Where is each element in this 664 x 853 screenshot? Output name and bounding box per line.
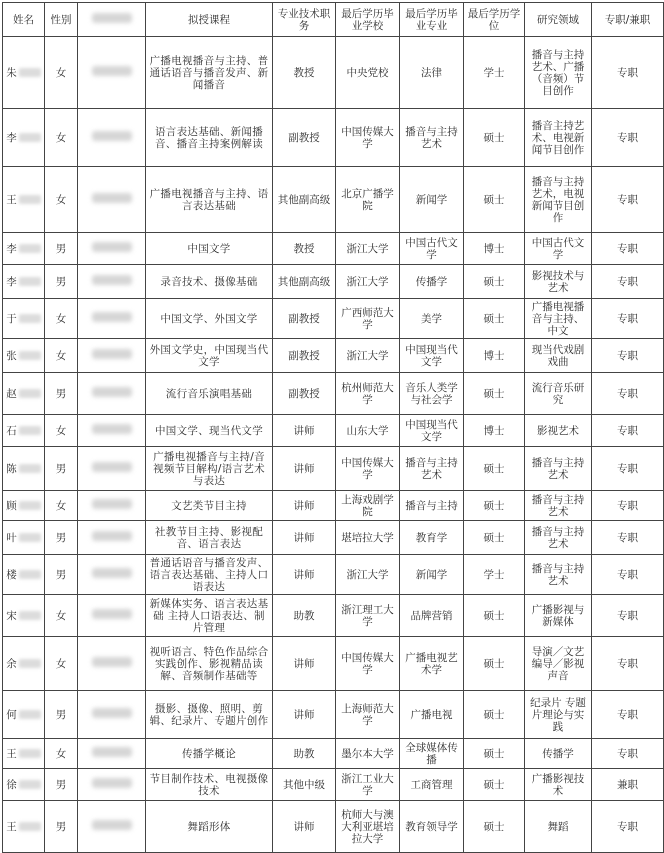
cell-school: 中国传媒大学 (336, 447, 400, 491)
cell-redacted (78, 521, 146, 555)
cell-name: 徐 (3, 769, 45, 801)
cell-major: 播音与主持艺术 (400, 447, 464, 491)
cell-redacted (78, 801, 146, 853)
table-row (3, 555, 664, 595)
cell-degree: 硕士 (464, 491, 525, 521)
cell-redacted (78, 637, 146, 691)
cell-title: 讲师 (273, 691, 336, 739)
cell-major: 传播学 (400, 265, 464, 299)
cell-gender: 女 (45, 167, 78, 233)
cell-major: 教育领导学 (400, 801, 464, 853)
table-row (3, 521, 664, 555)
cell-name: 李 (3, 109, 45, 167)
cell-redacted (78, 299, 146, 339)
cell-redacted (78, 415, 146, 447)
cell-major: 教育学 (400, 521, 464, 555)
cell-research: 传播学 (525, 739, 592, 769)
cell-major: 音乐人类学与社会学 (400, 373, 464, 415)
cell-title: 教授 (273, 233, 336, 265)
cell-degree: 硕士 (464, 769, 525, 801)
cell-title: 讲师 (273, 447, 336, 491)
cell-name: 王 (3, 739, 45, 769)
cell-school: 浙江大学 (336, 233, 400, 265)
cell-gender: 男 (45, 555, 78, 595)
cell-name: 宋 (3, 595, 45, 637)
cell-gender: 女 (45, 339, 78, 373)
cell-name: 何 (3, 691, 45, 739)
header-course: 拟授课程 (146, 3, 273, 37)
cell-course: 广播电视播音与主持、普通话语音与播音发声、新闻播音 (146, 37, 273, 109)
cell-title: 教授 (273, 37, 336, 109)
cell-course: 外国文学史，中国现当代文学 (146, 339, 273, 373)
cell-type: 专职 (592, 415, 664, 447)
table-row (3, 339, 664, 373)
cell-title: 其他副高级 (273, 265, 336, 299)
cell-course: 普通话语音与播音发声、语言表达基础、主持人口语表达 (146, 555, 273, 595)
cell-degree: 学士 (464, 555, 525, 595)
cell-research: 播音主持艺术、电视新闻节目创作 (525, 109, 592, 167)
cell-gender: 男 (45, 691, 78, 739)
cell-title: 助教 (273, 739, 336, 769)
cell-major: 品牌营销 (400, 595, 464, 637)
cell-redacted (78, 595, 146, 637)
cell-research: 播音与主持艺术 (525, 491, 592, 521)
cell-degree: 硕士 (464, 691, 525, 739)
cell-degree: 硕士 (464, 265, 525, 299)
cell-name: 朱 (3, 37, 45, 109)
table-row (3, 373, 664, 415)
cell-name: 王 (3, 801, 45, 853)
cell-gender: 男 (45, 769, 78, 801)
cell-school: 中国传媒大学 (336, 637, 400, 691)
cell-research: 播音与主持艺术 (525, 555, 592, 595)
cell-school: 北京广播学院 (336, 167, 400, 233)
cell-major: 新闻学 (400, 555, 464, 595)
cell-name: 楼 (3, 555, 45, 595)
cell-research: 现当代戏剧戏曲 (525, 339, 592, 373)
cell-major: 新闻学 (400, 167, 464, 233)
table-row (3, 739, 664, 769)
cell-gender: 男 (45, 233, 78, 265)
cell-redacted (78, 233, 146, 265)
cell-title: 讲师 (273, 415, 336, 447)
cell-type: 专职 (592, 37, 664, 109)
cell-course: 广播电视播音与主持、语言表达基础 (146, 167, 273, 233)
cell-school: 广西师范大学 (336, 299, 400, 339)
cell-degree: 硕士 (464, 595, 525, 637)
cell-gender: 女 (45, 491, 78, 521)
cell-research: 流行音乐研究 (525, 373, 592, 415)
cell-name: 李 (3, 233, 45, 265)
cell-title: 讲师 (273, 521, 336, 555)
cell-major: 广播电视 (400, 691, 464, 739)
cell-school: 中国传媒大学 (336, 109, 400, 167)
table-row (3, 691, 664, 739)
cell-redacted (78, 37, 146, 109)
cell-major: 广播电视艺术学 (400, 637, 464, 691)
cell-research: 影视艺术 (525, 415, 592, 447)
cell-degree: 硕士 (464, 109, 525, 167)
cell-course: 摄影、摄像、照明、剪辑、纪录片、专题片创作 (146, 691, 273, 739)
cell-name: 陈 (3, 447, 45, 491)
cell-title: 其他副高级 (273, 167, 336, 233)
cell-gender: 男 (45, 265, 78, 299)
cell-title: 讲师 (273, 491, 336, 521)
cell-course: 中国文学、现当代文学 (146, 415, 273, 447)
cell-name: 顾 (3, 491, 45, 521)
cell-degree: 硕士 (464, 373, 525, 415)
cell-type: 专职 (592, 373, 664, 415)
cell-major: 播音与主持 (400, 491, 464, 521)
cell-redacted (78, 739, 146, 769)
cell-title: 其他中级 (273, 769, 336, 801)
cell-redacted (78, 339, 146, 373)
cell-course: 社教节目主持、影视配音、语言表达 (146, 521, 273, 555)
cell-major: 工商管理 (400, 769, 464, 801)
cell-research: 纪录片 专题片理论与实践 (525, 691, 592, 739)
cell-degree: 硕士 (464, 739, 525, 769)
cell-name: 叶 (3, 521, 45, 555)
cell-degree: 硕士 (464, 167, 525, 233)
cell-school: 杭州师范大学 (336, 373, 400, 415)
cell-redacted (78, 373, 146, 415)
table-row (3, 637, 664, 691)
cell-course: 流行音乐演唱基础 (146, 373, 273, 415)
redacted-header (92, 13, 132, 23)
cell-course: 传播学概论 (146, 739, 273, 769)
cell-gender: 女 (45, 637, 78, 691)
cell-research: 广播影视与新媒体 (525, 595, 592, 637)
cell-major: 播音与主持艺术 (400, 109, 464, 167)
cell-gender: 女 (45, 739, 78, 769)
cell-course: 录音技术、摄像基础 (146, 265, 273, 299)
cell-redacted (78, 691, 146, 739)
cell-type: 专职 (592, 691, 664, 739)
cell-redacted (78, 447, 146, 491)
cell-school: 浙江工业大学 (336, 769, 400, 801)
cell-degree: 硕士 (464, 801, 525, 853)
cell-redacted (78, 555, 146, 595)
cell-major: 中国古代文学 (400, 233, 464, 265)
header-name: 姓名 (3, 3, 45, 37)
cell-research: 舞蹈 (525, 801, 592, 853)
table-row (3, 109, 664, 167)
cell-course: 中国文学、外国文学 (146, 299, 273, 339)
cell-title: 副教授 (273, 299, 336, 339)
cell-degree: 学士 (464, 37, 525, 109)
cell-redacted (78, 769, 146, 801)
cell-type: 专职 (592, 109, 664, 167)
cell-type: 专职 (592, 491, 664, 521)
cell-degree: 博士 (464, 415, 525, 447)
cell-gender: 女 (45, 37, 78, 109)
cell-redacted (78, 491, 146, 521)
table-row (3, 801, 664, 853)
cell-redacted (78, 265, 146, 299)
cell-school: 杭师大与澳大利亚堪培拉大学 (336, 801, 400, 853)
cell-research: 播音与主持艺术 (525, 521, 592, 555)
cell-school: 上海师范大学 (336, 691, 400, 739)
faculty-table (2, 2, 664, 853)
cell-type: 专职 (592, 637, 664, 691)
cell-course: 文艺类节目主持 (146, 491, 273, 521)
cell-school: 中央党校 (336, 37, 400, 109)
cell-name: 于 (3, 299, 45, 339)
cell-degree: 硕士 (464, 299, 525, 339)
cell-major: 美学 (400, 299, 464, 339)
cell-name: 赵 (3, 373, 45, 415)
cell-course: 中国文学 (146, 233, 273, 265)
cell-research: 导演／文艺编导／影视声音 (525, 637, 592, 691)
cell-title: 讲师 (273, 801, 336, 853)
table-row (3, 167, 664, 233)
header-degree: 最后学历学位 (464, 3, 525, 37)
cell-title: 副教授 (273, 373, 336, 415)
cell-research: 播音与主持艺术 (525, 447, 592, 491)
table-row (3, 233, 664, 265)
cell-title: 副教授 (273, 339, 336, 373)
cell-course: 新媒体实务、语言表达基础 主持人口语表达、制片管理 (146, 595, 273, 637)
table-row (3, 37, 664, 109)
header-research: 研究领域 (525, 3, 592, 37)
cell-type: 专职 (592, 447, 664, 491)
header-school: 最后学历毕业学校 (336, 3, 400, 37)
cell-degree: 博士 (464, 339, 525, 373)
cell-research: 广播影视技术 (525, 769, 592, 801)
table-row (3, 595, 664, 637)
cell-name: 李 (3, 265, 45, 299)
cell-gender: 男 (45, 373, 78, 415)
cell-gender: 女 (45, 299, 78, 339)
cell-name: 张 (3, 339, 45, 373)
header-redacted (78, 3, 146, 37)
cell-school: 山东大学 (336, 415, 400, 447)
table-row (3, 265, 664, 299)
header-row (3, 3, 664, 37)
cell-type: 专职 (592, 595, 664, 637)
cell-course: 节目制作技术、电视摄像技术 (146, 769, 273, 801)
cell-type: 专职 (592, 265, 664, 299)
table-row (3, 491, 664, 521)
cell-name: 余 (3, 637, 45, 691)
cell-major: 法律 (400, 37, 464, 109)
cell-research: 影视技术与艺术 (525, 265, 592, 299)
cell-degree: 博士 (464, 233, 525, 265)
table-row (3, 447, 664, 491)
table-row (3, 769, 664, 801)
header-title: 专业技术职务 (273, 3, 336, 37)
cell-type: 专职 (592, 299, 664, 339)
cell-gender: 男 (45, 521, 78, 555)
cell-gender: 男 (45, 447, 78, 491)
cell-school: 浙江大学 (336, 339, 400, 373)
cell-degree: 硕士 (464, 521, 525, 555)
cell-major: 中国现当代文学 (400, 339, 464, 373)
cell-title: 讲师 (273, 555, 336, 595)
cell-school: 浙江理工大学 (336, 595, 400, 637)
cell-degree: 硕士 (464, 637, 525, 691)
cell-title: 讲师 (273, 637, 336, 691)
header-type: 专职/兼职 (592, 3, 664, 37)
header-major: 最后学历毕业专业 (400, 3, 464, 37)
table-row (3, 299, 664, 339)
cell-course: 语言表达基础、新闻播音、播音主持案例解读 (146, 109, 273, 167)
cell-type: 专职 (592, 801, 664, 853)
cell-name: 石 (3, 415, 45, 447)
cell-gender: 女 (45, 109, 78, 167)
cell-major: 中国现当代文学 (400, 415, 464, 447)
cell-school: 浙江大学 (336, 555, 400, 595)
cell-title: 助教 (273, 595, 336, 637)
cell-school: 墨尔本大学 (336, 739, 400, 769)
cell-redacted (78, 109, 146, 167)
cell-type: 专职 (592, 739, 664, 769)
cell-research: 播音与主持艺术，电视新闻节目创作 (525, 167, 592, 233)
cell-name: 王 (3, 167, 45, 233)
cell-type: 专职 (592, 233, 664, 265)
cell-type: 兼职 (592, 769, 664, 801)
header-gender: 性别 (45, 3, 78, 37)
cell-research: 广播电视播音与主持、中文 (525, 299, 592, 339)
cell-gender: 女 (45, 595, 78, 637)
cell-type: 专职 (592, 521, 664, 555)
cell-school: 浙江大学 (336, 265, 400, 299)
table-row (3, 415, 664, 447)
cell-redacted (78, 167, 146, 233)
cell-research: 中国古代文学 (525, 233, 592, 265)
cell-school: 堪培拉大学 (336, 521, 400, 555)
cell-major: 全球媒体传播 (400, 739, 464, 769)
cell-gender: 男 (45, 801, 78, 853)
cell-type: 专职 (592, 555, 664, 595)
cell-degree: 硕士 (464, 447, 525, 491)
cell-type: 专职 (592, 167, 664, 233)
cell-school: 上海戏剧学院 (336, 491, 400, 521)
cell-research: 播音与主持艺术、广播（音频）节目创作 (525, 37, 592, 109)
cell-gender: 女 (45, 415, 78, 447)
cell-course: 广播电视播音与主持/音视频节目解构/语言艺术与表达 (146, 447, 273, 491)
cell-title: 副教授 (273, 109, 336, 167)
cell-course: 舞蹈形体 (146, 801, 273, 853)
cell-course: 视听语言、特色作品综合实践创作、影视精品读解、音频制作基础等 (146, 637, 273, 691)
cell-type: 专职 (592, 339, 664, 373)
